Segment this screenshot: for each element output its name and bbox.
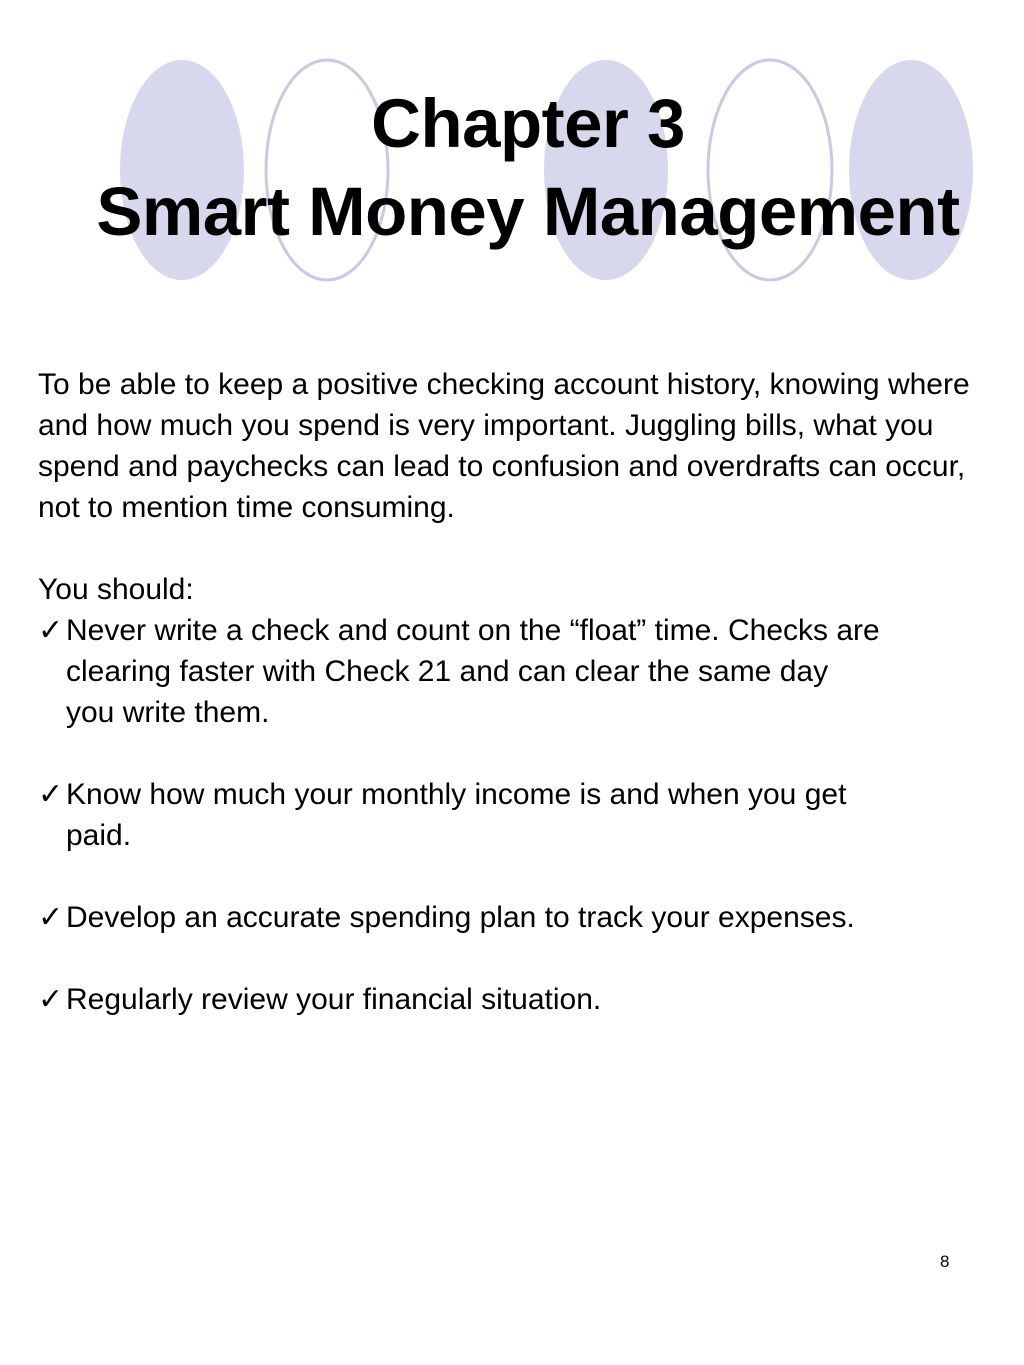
checklist-item [38, 979, 1013, 1020]
item-line: paid. [66, 819, 132, 852]
lead-text: You should: [38, 573, 194, 606]
checklist-item [38, 610, 1013, 733]
item-line: Know how much your monthly income is and when you get [66, 778, 847, 811]
intro-paragraph: To be able to keep a positive checking account history, knowing where and how much you spend is very important. Juggling bills, what you spend and paychecks can lead to confusion and overdrafts can occur, not to mention time consuming. [38, 368, 970, 524]
slide-title [0, 80, 1024, 256]
slide-body [38, 364, 1013, 1020]
spacer [38, 733, 1013, 774]
item-line: Regularly review your financial situation. [66, 983, 602, 1016]
checkmark-icon: ✓ [38, 901, 64, 934]
spacer [38, 856, 1013, 897]
item-line: you write them. [66, 696, 270, 729]
checklist-item [38, 897, 1013, 938]
spacer [38, 938, 1013, 979]
spacer [38, 528, 1013, 569]
item-line: clearing faster with Check 21 and can clear the same day [66, 655, 829, 688]
checkmark-icon: ✓ [38, 983, 64, 1016]
checkmark-icon: ✓ [38, 778, 64, 811]
title-line-topic: Smart Money Management [96, 173, 960, 250]
title-line-chapter: Chapter 3 [371, 85, 685, 162]
item-line: Never write a check and count on the “float” time. Checks are [66, 614, 880, 647]
page-number: 8 [940, 1252, 950, 1271]
checklist-item [38, 774, 1013, 856]
checkmark-icon: ✓ [38, 614, 64, 647]
item-line: Develop an accurate spending plan to track your expenses. [66, 901, 855, 934]
